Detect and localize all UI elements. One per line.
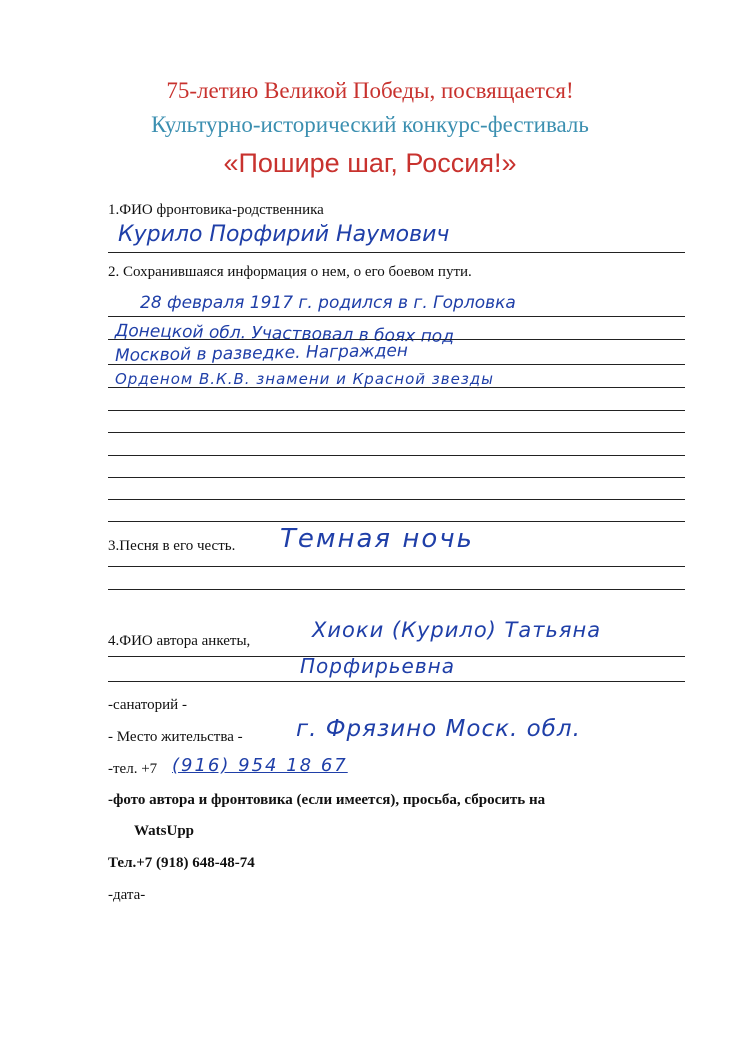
header-slogan: «Пошире шаг, Россия!» [223, 148, 517, 178]
watsupp-label: WatsUpp [134, 823, 195, 839]
q2-answer-line-4: Орденом В.К.В. знамени и Красной звезды [115, 370, 495, 388]
q2-answer-line-1: 28 февраля 1917 г. родился в г. Горловка [140, 293, 516, 313]
q4-answer-line-1: Хиоки (Курило) Татьяна [312, 618, 602, 642]
header-contest-name: Культурно-исторический конкурс-фестиваль [151, 112, 589, 137]
q2-line-10 [108, 521, 685, 522]
header-dedication: 75-летию Великой Победы, посвящается! [166, 78, 574, 103]
q2-line-9 [108, 499, 685, 500]
residence-label: - Место жительства - [108, 729, 243, 745]
q2-answer-line-3: Москвой в разведке. Награжден [114, 340, 409, 366]
q2-line-7 [108, 455, 685, 456]
phone-answer: (916) 954 18 67 [172, 755, 348, 776]
q2-line-5 [108, 410, 685, 411]
q2-label: 2. Сохранившаяся информация о нем, о его боевом пути. [108, 264, 472, 280]
q1-answer-line [108, 252, 685, 253]
q3-line-2 [108, 589, 685, 590]
q2-line-4 [108, 387, 685, 388]
q2-line-1 [108, 316, 685, 317]
q4-label: 4.ФИО автора анкеты, [108, 633, 251, 649]
q2-line-6 [108, 432, 685, 433]
q3-line-1 [108, 566, 685, 567]
q3-label: 3.Песня в его честь. [108, 538, 236, 554]
q2-line-3 [108, 364, 685, 365]
q2-answer-line-2: Донецкой обл. Участвовал в боях под [114, 321, 455, 347]
date-label: -дата- [108, 887, 146, 903]
q4-line-2 [108, 681, 685, 682]
contact-phone: Тел.+7 (918) 648-48-74 [108, 855, 255, 871]
sanatorium-label: -санаторий - [108, 697, 187, 713]
q3-answer: Темная ночь [280, 524, 474, 554]
q4-answer-line-2: Порфирьевна [300, 654, 455, 678]
q1-answer: Курило Порфирий Наумович [118, 222, 450, 247]
phone-label: -тел. +7 [108, 761, 158, 777]
residence-answer: г. Фрязино Моск. обл. [296, 716, 581, 742]
q2-line-8 [108, 477, 685, 478]
photo-note: -фото автора и фронтовика (если имеется), просьба, сбросить на [108, 792, 546, 808]
q1-label: 1.ФИО фронтовика-родственника [108, 202, 324, 218]
q2-line-2 [108, 339, 685, 340]
